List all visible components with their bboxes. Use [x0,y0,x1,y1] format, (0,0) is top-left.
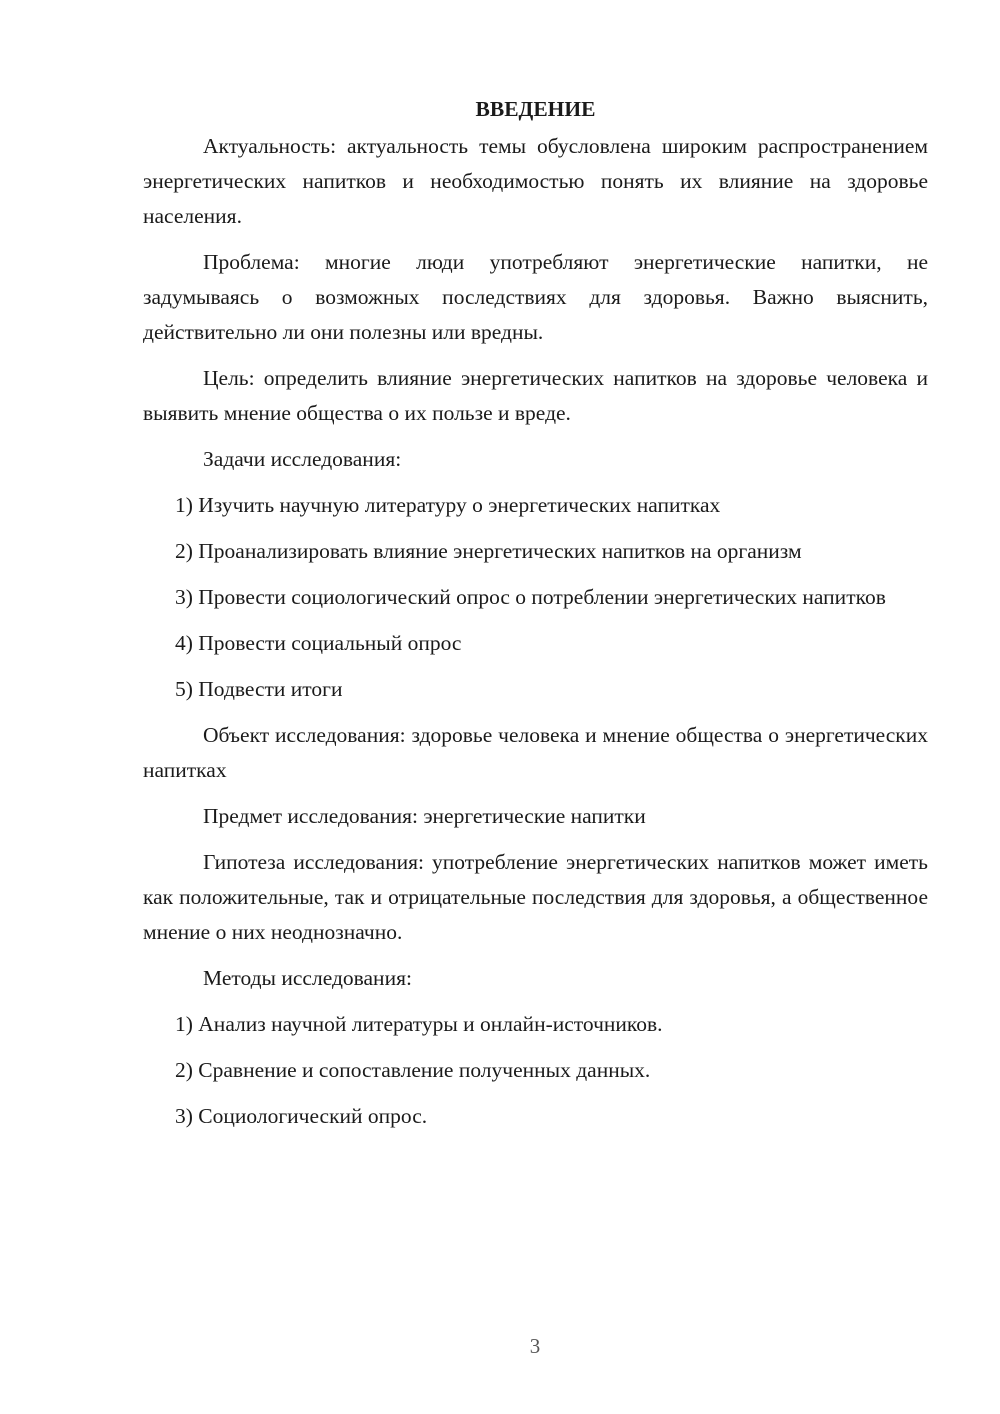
task-item: 1) Изучить научную литературу о энергетических напитках [175,493,721,517]
page-title: ВВЕДЕНИЕ [475,97,596,121]
page-number: 3 [529,1334,541,1358]
paragraph-subject: Предмет исследования: энергетические напитки [203,804,646,828]
document-page [143,92,928,1145]
paragraph-goal: Цель: определить влияние энергетических напитков на здоровье человека и выявить мнение общества о их пользе и вреде. [143,366,928,425]
task-item: 3) Провести социологический опрос о потреблении энергетических напитков [175,585,886,609]
paragraph-object: Объект исследования: здоровье человека и мнение общества о энергетических напитках [143,723,928,782]
method-item: 1) Анализ научной литературы и онлайн-источников. [175,1012,663,1036]
paragraph-relevance: Актуальность: актуальность темы обусловлена широким распространением энергетических напитков и необходимостью понять их влияние на здоровье населения. [143,134,928,228]
paragraph-problem: Проблема: многие люди употребляют энергетические напитки, не задумываясь о возможных последствиях для здоровья. Важно выяснить, действительно ли они полезны или вредны. [143,250,928,344]
task-item: 2) Проанализировать влияние энергетических напитков на организм [175,539,802,563]
task-item: 5) Подвести итоги [175,677,343,701]
methods-heading: Методы исследования: [203,966,412,990]
tasks-heading: Задачи исследования: [203,447,402,471]
paragraph-hypothesis: Гипотеза исследования: употребление энергетических напитков может иметь как положительные, так и отрицательные последствия для здоровья, а общественное мнение о них неоднозначно. [143,850,928,944]
method-item: 3) Социологический опрос. [175,1104,428,1128]
method-item: 2) Сравнение и сопоставление полученных данных. [175,1058,651,1082]
task-item: 4) Провести социальный опрос [175,631,462,655]
